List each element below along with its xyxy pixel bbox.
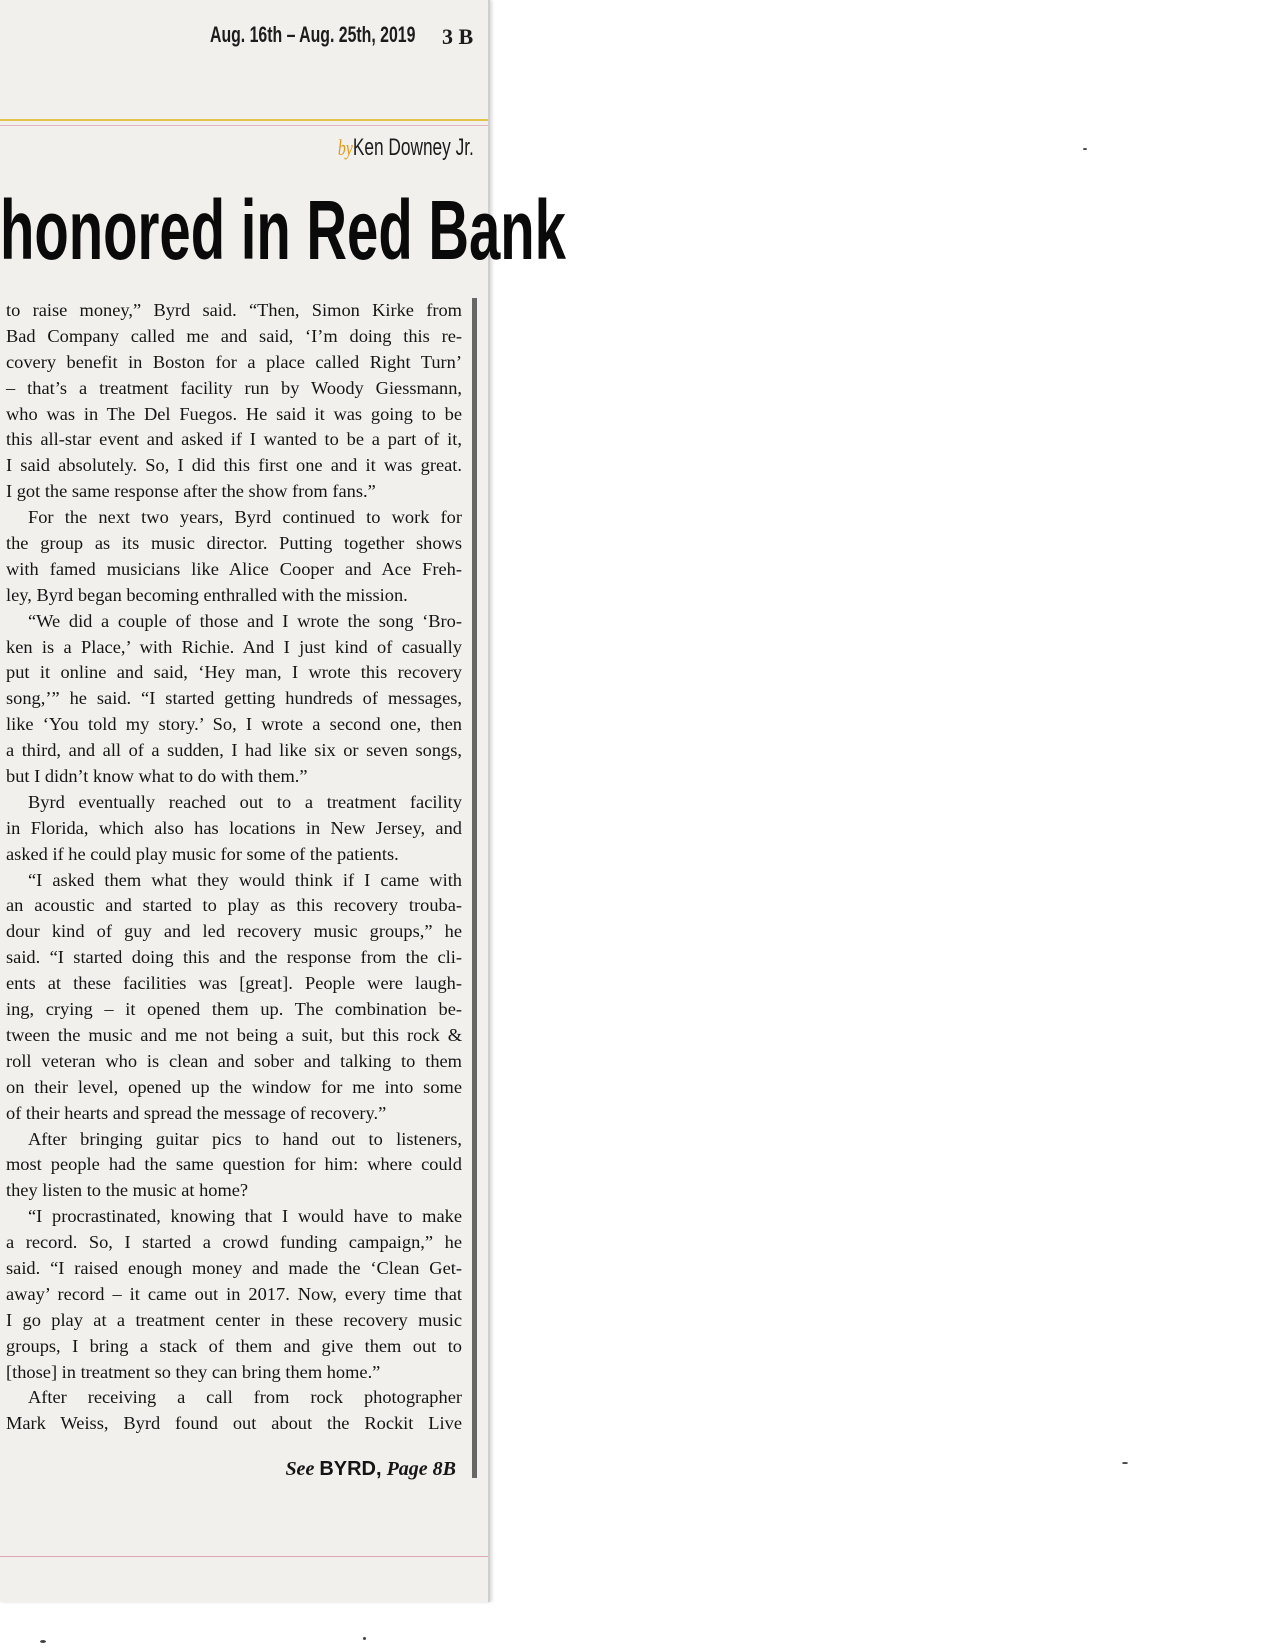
article-line: ken is a Place,’ with Richie. And I just kind of casually xyxy=(6,636,462,657)
article-line: After receiving a call from rock photographer xyxy=(28,1387,462,1408)
page-header xyxy=(210,20,480,60)
article-line: on their level, opened up the window for me into some xyxy=(6,1076,462,1097)
article-line: of their hearts and spread the message of recovery.” xyxy=(6,1102,387,1123)
article-line: For the next two years, Byrd continued to work for xyxy=(28,507,462,528)
article-line: said. “I started doing this and the response from the cli- xyxy=(6,947,462,968)
article-line: a third, and all of a sudden, I had like six or seven songs, xyxy=(6,740,462,761)
byline-author: Ken Downey Jr. xyxy=(352,134,474,161)
article-line: this all-star event and asked if I wanted to be a part of it, xyxy=(6,429,462,450)
article-line: the group as its music director. Putting together shows xyxy=(6,533,462,554)
header-rule-secondary xyxy=(0,125,488,126)
article-line: I said absolutely. So, I did this first one and it was great. xyxy=(6,455,462,476)
footer-rule xyxy=(0,1556,488,1557)
article-line: an acoustic and started to play as this recovery trouba- xyxy=(6,895,462,916)
article-line: I got the same response after the show from fans.” xyxy=(6,481,376,502)
continuation-prefix: See xyxy=(285,1458,315,1480)
article-line: in Florida, which also has locations in New Jersey, and xyxy=(6,817,462,838)
article-line: said. “I raised enough money and made the ‘Clean Get- xyxy=(6,1257,462,1278)
header-rule xyxy=(0,119,488,121)
headline: honored in Red Bank xyxy=(0,183,566,277)
article-body xyxy=(6,298,462,1437)
article-line: After bringing guitar pics to hand out to listeners, xyxy=(28,1128,462,1149)
article-line: covery benefit in Boston for a place called Right Turn’ xyxy=(6,351,462,372)
article-line: “We did a couple of those and I wrote the song ‘Bro- xyxy=(28,610,462,631)
article-line: Byrd eventually reached out to a treatment facility xyxy=(28,791,462,812)
article-line: [those] in treatment so they can bring them home.” xyxy=(6,1361,381,1382)
article-line: like ‘You told my story.’ So, I wrote a second one, then xyxy=(6,714,462,735)
scan-edge-shadow xyxy=(472,298,477,1478)
article-line: ley, Byrd began becoming enthralled with the mission. xyxy=(6,584,408,605)
article-line: tween the music and me not being a suit, but this rock & xyxy=(6,1024,462,1045)
article-line: who was in The Del Fuegos. He said it was going to be xyxy=(6,403,462,424)
dateline: Aug. 16th – Aug. 25th, 2019 xyxy=(210,22,416,47)
continuation-page: Page 8B xyxy=(386,1458,456,1480)
article-line: ing, crying – it opened them up. The combination be- xyxy=(6,999,462,1020)
continuation-name: BYRD, xyxy=(319,1458,382,1480)
article-line: with famed musicians like Alice Cooper and Ace Freh- xyxy=(6,558,462,579)
scan-speck xyxy=(363,1637,366,1640)
article-line: most people had the same question for him: where could xyxy=(6,1154,462,1175)
article-line: Mark Weiss, Byrd found out about the Rockit Live xyxy=(6,1413,462,1434)
newspaper-clipping xyxy=(0,0,566,1602)
article-line: groups, I bring a stack of them and give them out to xyxy=(6,1335,462,1356)
article-line: dour kind of guy and led recovery music groups,” he xyxy=(6,921,462,942)
article-line: – that’s a treatment facility run by Woody Giessmann, xyxy=(6,377,462,398)
article-line: I go play at a treatment center in these recovery music xyxy=(6,1309,462,1330)
article-line: song,’” he said. “I started getting hundreds of messages, xyxy=(6,688,462,709)
article-line: “I procrastinated, knowing that I would have to make xyxy=(28,1206,462,1227)
article-line: Bad Company called me and said, ‘I’m doing this re- xyxy=(6,325,462,346)
article-line: away’ record – it came out in 2017. Now, every time that xyxy=(6,1283,462,1304)
article-line: a record. So, I started a crowd funding campaign,” he xyxy=(6,1232,462,1253)
byline-prefix: by xyxy=(338,135,353,160)
scan-speck xyxy=(40,1640,46,1643)
continuation-line xyxy=(285,1458,456,1481)
byline xyxy=(338,134,474,162)
page-number: 3 B xyxy=(442,24,474,49)
article-line: asked if he could play music for some of the patients. xyxy=(6,843,399,864)
article-line: ents at these facilities was [great]. People were laugh- xyxy=(6,973,462,994)
article-line: they listen to the music at home? xyxy=(6,1180,249,1201)
scan-speck xyxy=(1083,148,1087,150)
scan-speck xyxy=(1122,1462,1128,1464)
article-line: roll veteran who is clean and sober and talking to them xyxy=(6,1050,462,1071)
article-line: put it online and said, ‘Hey man, I wrote this recovery xyxy=(6,662,462,683)
article-line: “I asked them what they would think if I came with xyxy=(28,869,462,890)
article-line: to raise money,” Byrd said. “Then, Simon Kirke from xyxy=(6,300,462,320)
article-line: but I didn’t know what to do with them.” xyxy=(6,766,308,787)
